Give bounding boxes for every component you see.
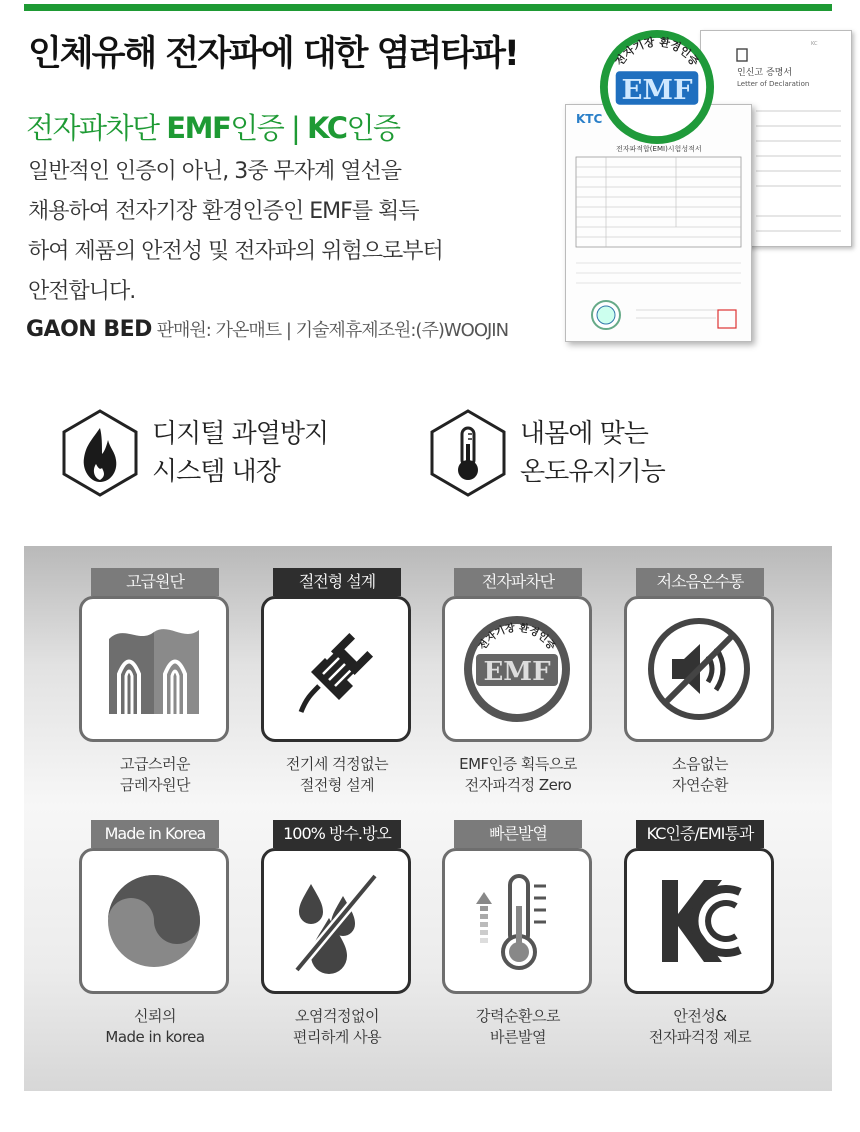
- declaration-subtitle: Letter of Declaration: [737, 80, 810, 88]
- tile-seal-top: 전자기장 환경인증: [477, 622, 557, 653]
- caption-line: 강력순환으로: [476, 1007, 560, 1025]
- tile-caption: [251, 1006, 423, 1048]
- tile-tag: 100% 방수.방오: [273, 820, 401, 848]
- emf-certification-seal: [598, 28, 716, 146]
- waterproof-icon: [281, 866, 391, 976]
- tile-tag: 고급원단: [91, 568, 219, 596]
- flame-icon: [60, 408, 140, 498]
- tile-tag: 빠른발열: [454, 820, 582, 848]
- features-panel: [24, 546, 832, 1091]
- description-text: [28, 152, 548, 312]
- subhead-prefix: 전자파차단: [26, 111, 167, 145]
- page-headline: 인체유해 전자파에 대한 염려타파!: [28, 34, 518, 74]
- tile-caption: [69, 754, 241, 796]
- tile-caption: [251, 754, 423, 796]
- feature-text: [520, 415, 665, 491]
- tile-box: [79, 596, 229, 742]
- caption-line: 오염걱정없이: [295, 1007, 379, 1025]
- taegeuk-icon: [99, 866, 209, 976]
- caption-line: 자연순환: [672, 776, 728, 794]
- description-line: 안전합니다.: [28, 279, 136, 304]
- caption-line: 바른발열: [490, 1028, 546, 1046]
- caption-line: 전기세 걱정없는: [285, 755, 389, 773]
- caption-line: 전자파걱정 Zero: [464, 776, 572, 794]
- seal-bottom-text: 한국기계전기전자시험연구원: [618, 111, 696, 137]
- caption-line: Made in korea: [105, 1028, 205, 1046]
- subhead-mid: 인증 |: [230, 111, 308, 145]
- plug-icon: [281, 614, 391, 724]
- description-line: 채용하여 전자기장 환경인증인 EMF를 획득: [28, 199, 419, 224]
- description-line: 일반적인 인증이 아닌, 3중 무자계 열선을: [28, 159, 401, 184]
- tile-box: [624, 596, 774, 742]
- fast-heat-icon: [462, 866, 572, 976]
- feature-line: 온도유지기능: [520, 457, 665, 487]
- tile-box: [261, 596, 411, 742]
- tile-tag: Made in Korea: [91, 820, 219, 848]
- subhead-emf: EMF: [166, 111, 231, 145]
- feature-line: 내몸에 맞는: [520, 419, 648, 449]
- caption-line: 전자파걱정 제로: [648, 1028, 752, 1046]
- kc-mark-icon: [644, 866, 754, 976]
- feature-temperature-control: [428, 408, 665, 498]
- caption-line: 안전성&: [673, 1007, 727, 1025]
- emf-seal-icon: [462, 614, 572, 724]
- caption-line: 소음없는: [672, 755, 728, 773]
- caption-line: 금레자원단: [120, 776, 190, 794]
- thermometer-icon: [428, 408, 508, 498]
- feature-line: 시스템 내장: [152, 457, 280, 487]
- subhead-suffix: 인증: [346, 111, 400, 145]
- tile-box: [624, 848, 774, 994]
- seal-center-text: EMF: [621, 73, 693, 106]
- feature-overheat-protection: [60, 408, 328, 498]
- tile-tag: KC인증/EMI통과: [636, 820, 764, 848]
- tile-seal-bottom: 한국기계전기전자시험연구원: [480, 690, 554, 715]
- ktc-logo: KTC: [576, 112, 603, 126]
- tile-caption: [432, 1006, 604, 1048]
- tile-caption: [614, 1006, 786, 1048]
- fabric-icon: [99, 614, 209, 724]
- declaration-title: 인신고 증명서: [737, 68, 793, 78]
- feature-line: 디지털 과열방지: [152, 419, 329, 449]
- tile-box: [442, 848, 592, 994]
- tile-box: [261, 848, 411, 994]
- top-accent-bar: [24, 4, 832, 11]
- tile-seal-center: EMF: [483, 657, 551, 687]
- tile-tag: 절전형 설계: [273, 568, 401, 596]
- report-title: 전자파적합(EMI)시험성적서: [616, 145, 702, 153]
- svg-text:KC: KC: [811, 41, 818, 47]
- tile-box: [79, 848, 229, 994]
- caption-line: 편리하게 사용: [292, 1028, 382, 1046]
- subhead-kc: KC: [307, 111, 347, 145]
- caption-line: EMF인증 획득으로: [459, 755, 577, 773]
- tile-caption: [69, 1006, 241, 1048]
- certification-subhead: [26, 106, 400, 147]
- tile-box: [442, 596, 592, 742]
- tile-tag: 전자파차단: [454, 568, 582, 596]
- tile-caption: [614, 754, 786, 796]
- feature-text: [152, 415, 328, 491]
- mute-speaker-icon: [644, 614, 754, 724]
- caption-line: 절전형 설계: [299, 776, 375, 794]
- tile-caption: [432, 754, 604, 796]
- brand-line: [26, 316, 508, 342]
- brand-detail: 판매원: 가온매트 | 기술제휴제조원:(주)WOOJIN: [151, 320, 509, 341]
- caption-line: 고급스러운: [120, 755, 190, 773]
- tile-tag: 저소음온수통: [636, 568, 764, 596]
- caption-line: 신뢰의: [134, 1007, 176, 1025]
- seal-top-text: 전자기장 환경인증: [612, 35, 702, 69]
- brand-name: GAON BED: [26, 317, 152, 342]
- description-line: 하여 제품의 안전성 및 전자파의 위험으로부터: [28, 239, 443, 264]
